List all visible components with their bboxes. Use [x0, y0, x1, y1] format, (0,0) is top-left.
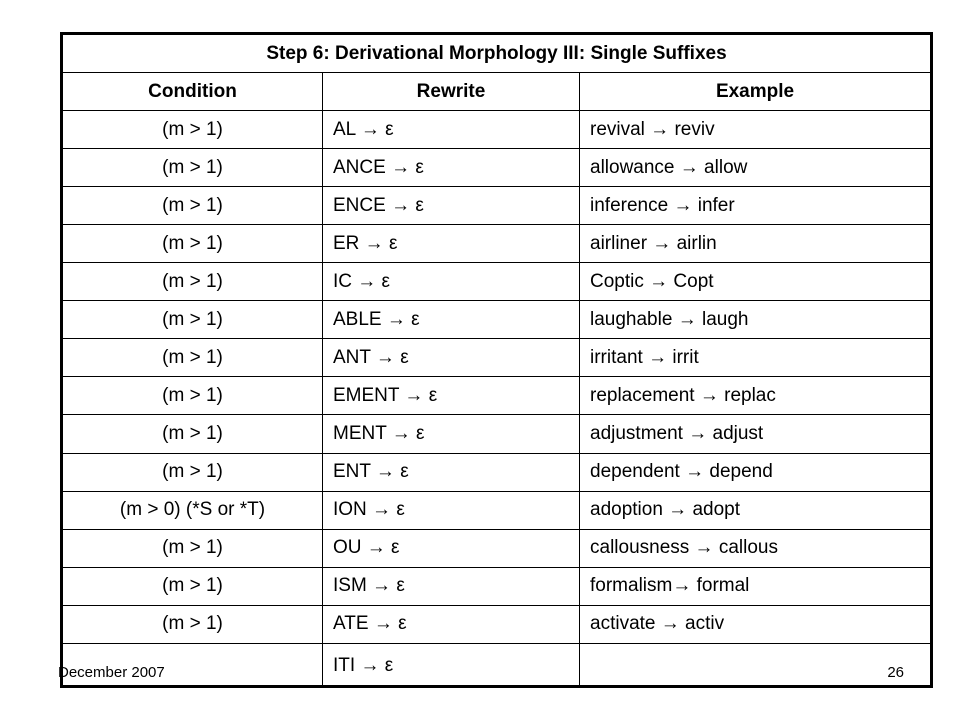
header-example: Example: [580, 73, 932, 111]
rewrite-cell: ITI → ε: [323, 643, 580, 686]
rewrite-cell: ISM → ε: [323, 567, 580, 605]
example-cell: [580, 643, 932, 686]
header-rewrite: Rewrite: [323, 73, 580, 111]
condition-cell: (m > 1): [62, 339, 323, 377]
rewrite-cell: MENT → ε: [323, 415, 580, 453]
example-cell: replacement → replac: [580, 377, 932, 415]
condition-cell: (m > 0) (*S or *T): [62, 491, 323, 529]
suffix-rules-table: [60, 32, 933, 688]
condition-cell: (m > 1): [62, 415, 323, 453]
rewrite-cell: ATE → ε: [323, 605, 580, 643]
example-cell: irritant → irrit: [580, 339, 932, 377]
table-row: [62, 301, 932, 339]
table-row: [62, 567, 932, 605]
table-row: [62, 225, 932, 263]
condition-cell: (m > 1): [62, 605, 323, 643]
rewrite-cell: ANCE → ε: [323, 149, 580, 187]
rewrite-cell: IC → ε: [323, 263, 580, 301]
example-cell: revival → reviv: [580, 111, 932, 149]
condition-cell: (m > 1): [62, 301, 323, 339]
condition-cell: (m > 1): [62, 263, 323, 301]
example-cell: laughable → laugh: [580, 301, 932, 339]
rewrite-cell: ER → ε: [323, 225, 580, 263]
title-row: [62, 34, 932, 73]
rewrite-cell: ANT → ε: [323, 339, 580, 377]
table-row: [62, 453, 932, 491]
condition-cell: (m > 1): [62, 567, 323, 605]
example-cell: allowance → allow: [580, 149, 932, 187]
condition-cell: (m > 1): [62, 149, 323, 187]
condition-cell: (m > 1): [62, 453, 323, 491]
table-row: [62, 187, 932, 225]
rewrite-cell: ENCE → ε: [323, 187, 580, 225]
example-cell: dependent → depend: [580, 453, 932, 491]
table-row: [62, 149, 932, 187]
footer-date: December 2007: [58, 664, 165, 681]
table-row: [62, 111, 932, 149]
condition-cell: (m > 1): [62, 225, 323, 263]
header-condition: Condition: [62, 73, 323, 111]
table-row: [62, 415, 932, 453]
condition-cell: (m > 1): [62, 529, 323, 567]
rewrite-cell: OU → ε: [323, 529, 580, 567]
example-cell: adjustment → adjust: [580, 415, 932, 453]
table-row: [62, 605, 932, 643]
rewrite-cell: AL → ε: [323, 111, 580, 149]
rewrite-cell: ENT → ε: [323, 453, 580, 491]
example-cell: callousness → callous: [580, 529, 932, 567]
table-row: [62, 339, 932, 377]
condition-cell: (m > 1): [62, 377, 323, 415]
example-cell: airliner → airlin: [580, 225, 932, 263]
rewrite-cell: ABLE → ε: [323, 301, 580, 339]
table-row: [62, 377, 932, 415]
table-row: [62, 529, 932, 567]
example-cell: adoption → adopt: [580, 491, 932, 529]
example-cell: inference → infer: [580, 187, 932, 225]
table-row: [62, 263, 932, 301]
page-number: 26: [887, 664, 904, 681]
rewrite-cell: EMENT → ε: [323, 377, 580, 415]
table-row: [62, 643, 932, 686]
rewrite-cell: ION → ε: [323, 491, 580, 529]
condition-cell: (m > 1): [62, 111, 323, 149]
example-cell: Coptic → Copt: [580, 263, 932, 301]
header-row: [62, 73, 932, 111]
table-title: Step 6: Derivational Morphology III: Single Suffixes: [62, 34, 932, 73]
table-row: [62, 491, 932, 529]
example-cell: activate → activ: [580, 605, 932, 643]
example-cell: formalism→ formal: [580, 567, 932, 605]
condition-cell: (m > 1): [62, 187, 323, 225]
